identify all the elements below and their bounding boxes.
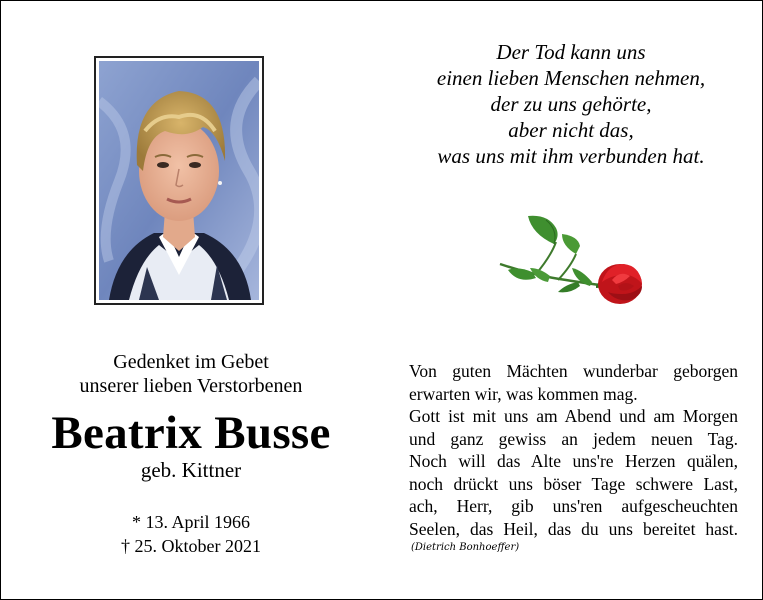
poem-line: was uns mit ihm verbunden hat. <box>437 144 705 168</box>
maiden-name: geb. Kittner <box>140 458 242 482</box>
poem-line: aber nicht das, <box>508 118 634 142</box>
hymn-line: erwarten wir, was kommen mag. <box>409 383 638 404</box>
hymn-line: Gott ist mit uns am Abend und am Morgen <box>409 406 738 426</box>
deceased-name: Beatrix Busse <box>51 407 331 459</box>
intro-line-1: Gedenket im Gebet <box>113 351 269 373</box>
death-date: † 25. Oktober 2021 <box>121 536 261 556</box>
rose-icon <box>496 206 646 311</box>
hymn-line: und ganz gewiss an jedem neuen Tag. <box>409 428 738 449</box>
hymn-line: Noch will das Alte uns're Herzen quälen, <box>409 451 738 471</box>
hymn-line: ach, Herr, gib uns'ren aufgescheuchten <box>409 496 738 516</box>
hymn-line: Von guten Mächten wunderbar geborgen <box>409 361 738 381</box>
hymn-line: noch drückt uns böser Tage schwere Last, <box>409 473 738 494</box>
poem-line: Der Tod kann uns <box>496 40 646 64</box>
intro-line-2: unserer lieben Verstorbenen <box>79 375 303 397</box>
hymn-line: Seelen, das Heil, das du uns bereitet hast. <box>409 518 738 539</box>
life-dates <box>41 510 341 558</box>
birth-date: * 13. April 1966 <box>131 512 250 532</box>
memorial-block <box>41 350 341 558</box>
portrait-photo <box>99 61 259 300</box>
poem-line: einen lieben Menschen nehmen, <box>436 66 706 90</box>
hymn-author: (Dietrich Bonhoeffer) <box>411 542 520 553</box>
poem-line: der zu uns gehörte, <box>490 92 652 116</box>
portrait-frame <box>94 56 264 305</box>
poem <box>401 39 741 169</box>
hymn-verse <box>409 360 738 555</box>
